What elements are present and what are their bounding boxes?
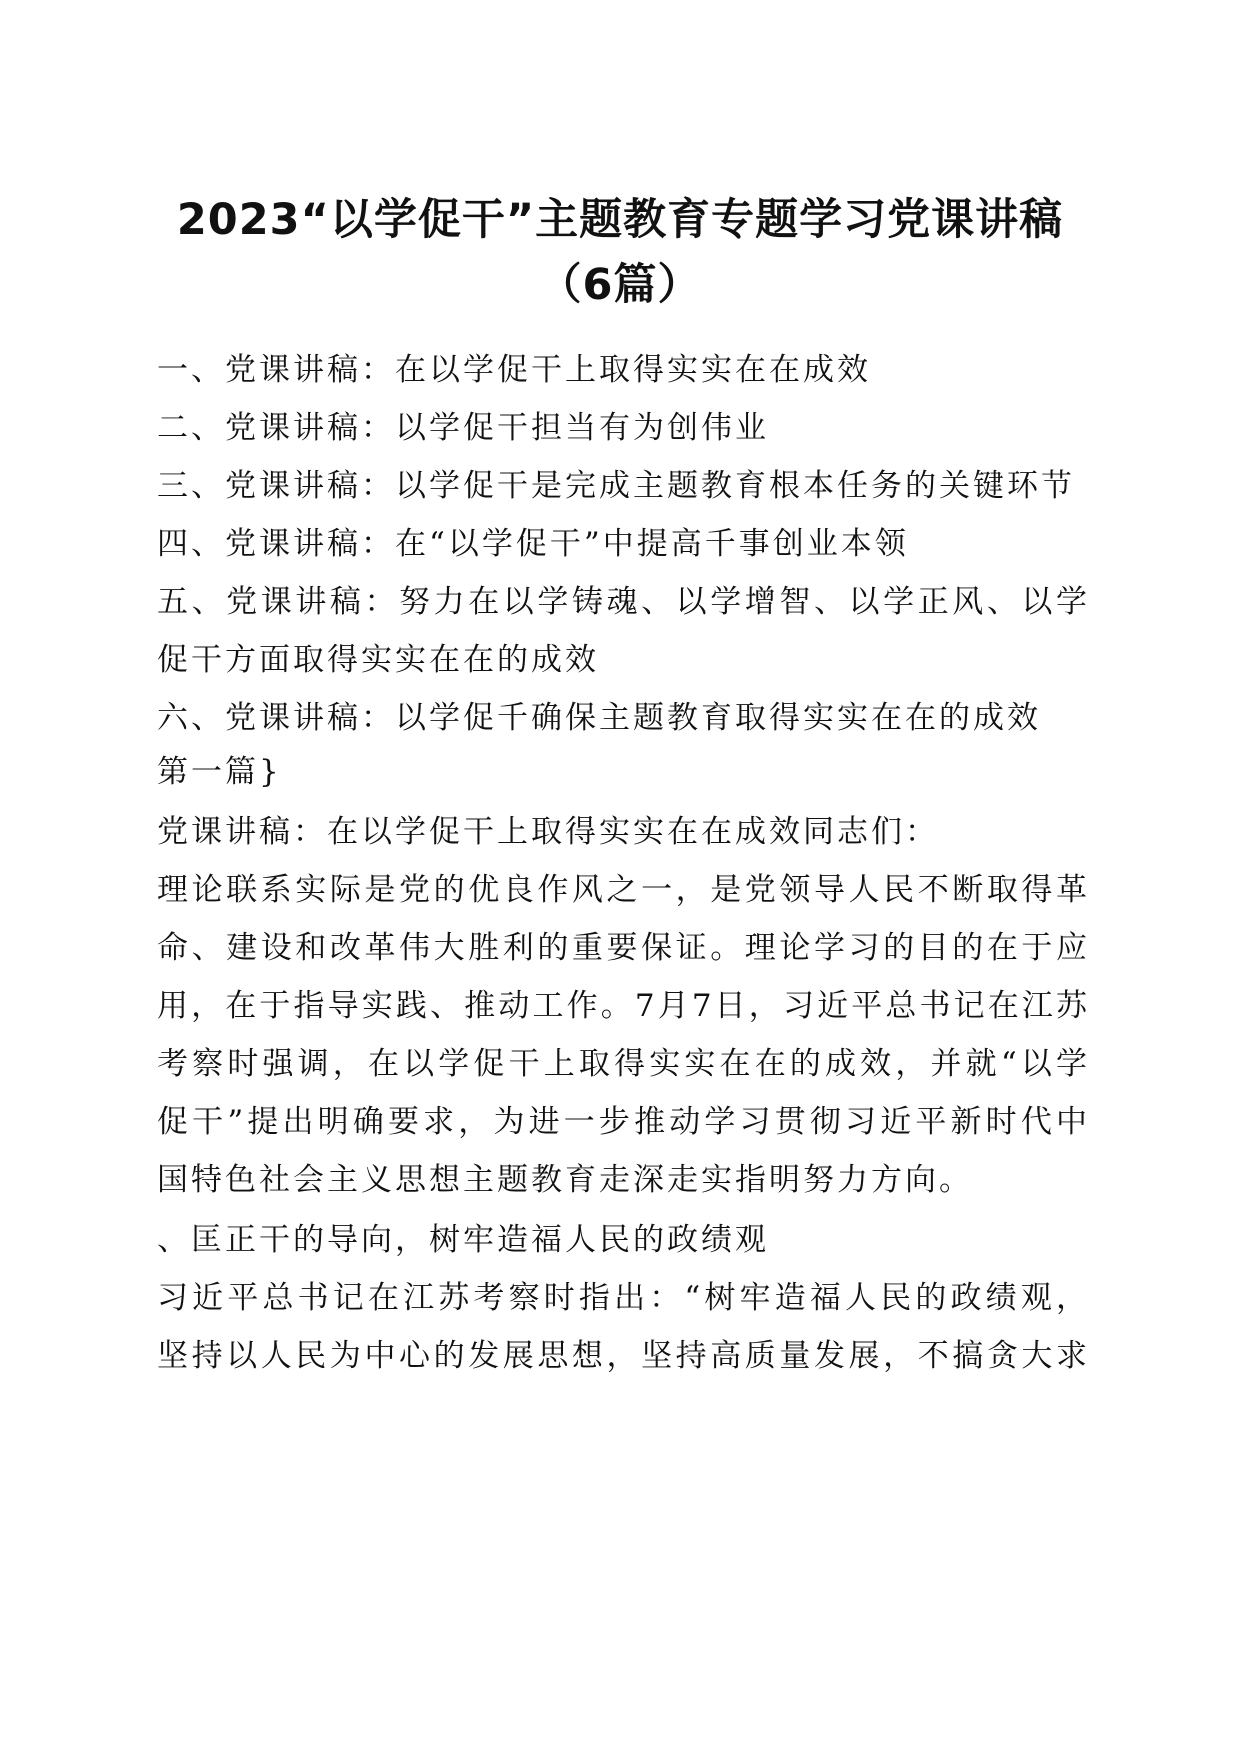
subheading: 、匡正干的导向，树牢造福人民的政绩观 (157, 1222, 769, 1258)
paragraph-line: 理论联系实际是党的优良作风之一，是党领导人民不断取得革 (157, 872, 1087, 908)
paragraph-line: 考察时强调，在以学促干上取得实实在在的成效，并就“以学 (157, 1046, 1087, 1082)
paragraph-line: 习近平总书记在江苏考察时指出：“树牢造福人民的政绩观， (157, 1280, 1087, 1316)
document-title-count: （6篇） (538, 260, 702, 310)
toc-item-6: 六、党课讲稿：以学促千确保主题教育取得实实在在的成效 (157, 700, 1041, 736)
paragraph-line: 国特色社会主义思想主题教育走深走实指明努力方向。 (157, 1162, 973, 1198)
lecture-title: 党课讲稿：在以学促干上取得实实在在成效同志们： (157, 814, 939, 850)
document-title: 2023“以学促干”主题教育专题学习党课讲稿 (176, 195, 1064, 245)
toc-item-5-continued: 促干方面取得实实在在的成效 (157, 642, 599, 678)
toc-item-1: 一、党课讲稿：在以学促干上取得实实在在成效 (157, 352, 871, 388)
toc-item-4: 四、党课讲稿：在“以学促干”中提高千事创业本领 (157, 526, 909, 562)
toc-item-3: 三、党课讲稿：以学促干是完成主题教育根本任务的关键环节 (157, 468, 1075, 504)
paragraph-line: 命、建设和改革伟大胜利的重要保证。理论学习的目的在于应 (157, 930, 1087, 966)
section-label: 第一篇} (157, 754, 282, 790)
toc-item-2: 二、党课讲稿：以学促干担当有为创伟业 (157, 410, 769, 446)
paragraph-line: 坚持以人民为中心的发展思想，坚持高质量发展，不搞贪大求 (157, 1338, 1087, 1374)
paragraph-line: 促干”提出明确要求，为进一步推动学习贯彻习近平新时代中 (157, 1104, 1087, 1140)
paragraph-line: 用，在于指导实践、推动工作。7月7日，习近平总书记在江苏 (157, 988, 1087, 1024)
toc-item-5: 五、党课讲稿：努力在以学铸魂、以学增智、以学正风、以学 (157, 584, 1087, 620)
